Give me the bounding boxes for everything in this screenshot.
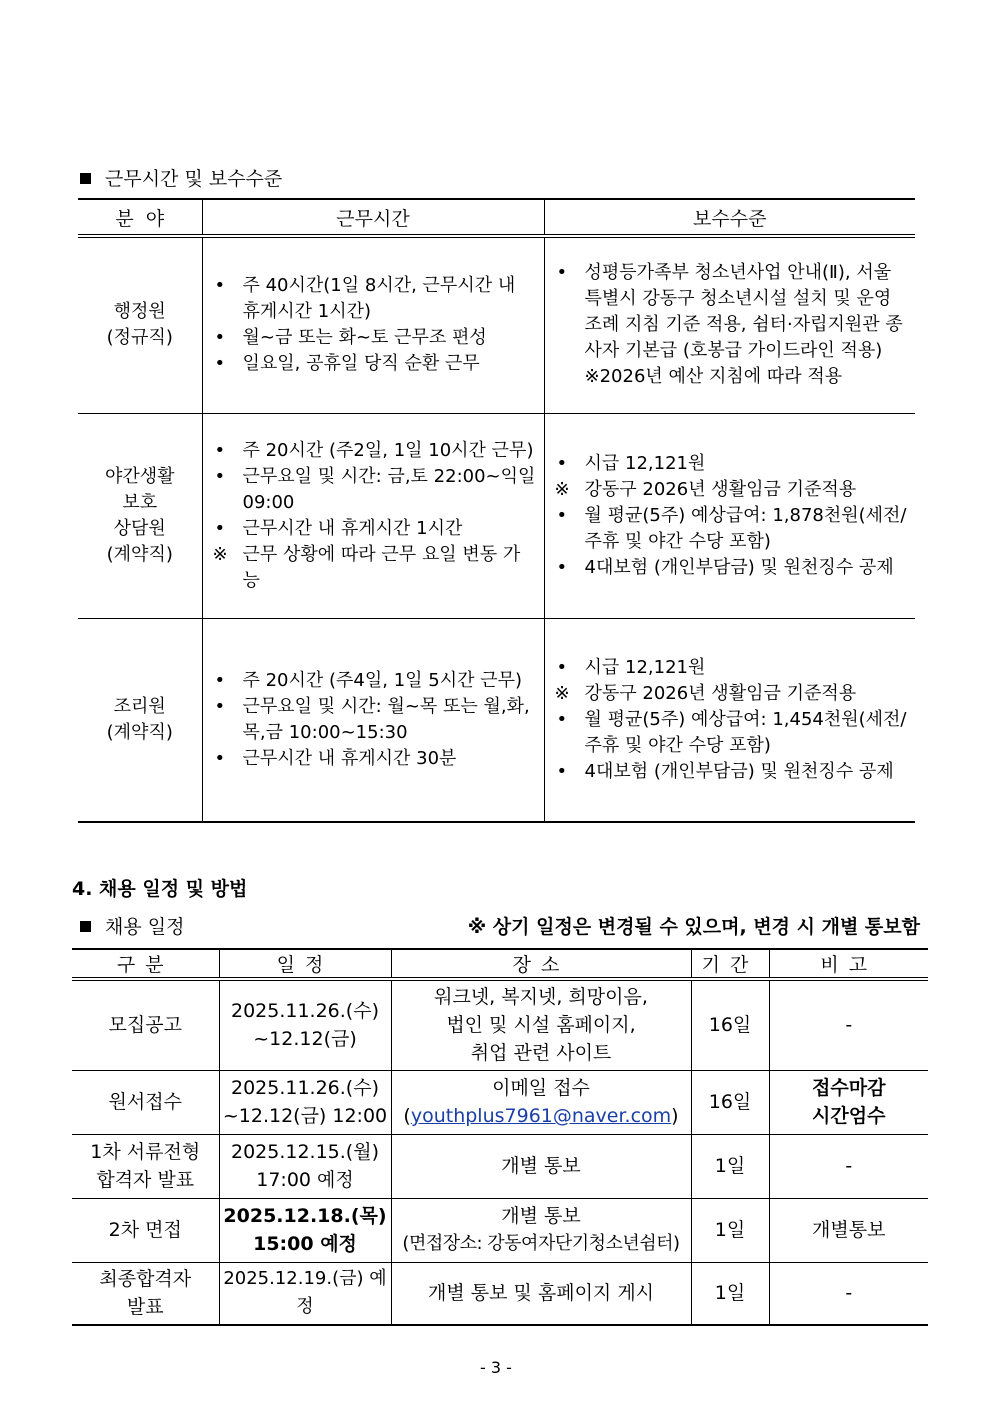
period-cell: 16일 <box>691 979 769 1070</box>
place-cell: 이메일 접수 (youthplus7961@naver.com) <box>391 1070 691 1134</box>
table-row <box>72 1070 928 1134</box>
page-number: - 3 - <box>480 1358 512 1377</box>
category-cell: 조리원 (계약직) <box>78 618 202 822</box>
pay-cell <box>544 236 915 413</box>
hours-cell <box>202 618 544 822</box>
table-row <box>72 1134 928 1198</box>
list-item: • 시급 12,121원 <box>555 655 908 681</box>
table-row <box>72 1198 928 1262</box>
email-link[interactable]: youthplus7961@naver.com <box>410 1105 672 1127</box>
table-header-row <box>72 949 928 979</box>
schedule-table <box>72 948 928 1326</box>
period-cell: 1일 <box>691 1198 769 1262</box>
hours-cell <box>202 236 544 413</box>
stage-cell: 모집공고 <box>72 979 219 1070</box>
section-4-title: 4. 채용 일정 및 방법 <box>72 878 248 900</box>
list-item: • 근무요일 및 시간: 월~목 또는 월,화,목,금 10:00~15:30 <box>213 694 536 746</box>
list-item: • 성평등가족부 청소년사업 안내(Ⅱ), 서울특별시 강동구 청소년시설 설치 및 운영 조례 지침 기준 적용, 쉼터·자립지원관 종사자 기본급 (호봉급 가이드라인 적용) <box>555 260 908 364</box>
list-item: • 월 평균(5주) 예상급여: 1,454천원(세전/주휴 및 야간 수당 포함) <box>555 707 908 759</box>
list-item: ※ 강동구 2026년 생활임금 기준적용 <box>555 681 908 707</box>
list-item: • 주 20시간 (주2일, 1일 10시간 근무) <box>213 438 536 464</box>
category-cell: 야간생활 보호 상담원 (계약직) <box>78 413 202 618</box>
header-category: 분 야 <box>78 199 202 236</box>
square-bullet-icon <box>80 173 91 184</box>
header-period: 기간 <box>691 949 769 979</box>
table-row <box>72 1262 928 1325</box>
date-cell: 2025.11.26.(수) ~12.12(금) 12:00 <box>219 1070 391 1134</box>
list-item: • 주 40시간(1일 8시간, 근무시간 내 휴게시간 1시간) <box>213 273 536 325</box>
date-cell: 2025.12.19.(금) 예정 <box>219 1262 391 1325</box>
list-item: • 근무시간 내 휴게시간 1시간 <box>213 516 536 542</box>
place-cell: 개별 통보 <box>391 1134 691 1198</box>
list-item: • 월~금 또는 화~토 근무조 편성 <box>213 325 536 351</box>
note-cell: 접수마감 시간엄수 <box>769 1070 928 1134</box>
period-cell: 1일 <box>691 1262 769 1325</box>
work-section-heading <box>80 164 282 191</box>
stage-cell: 최종합격자 발표 <box>72 1262 219 1325</box>
list-item: • 근무시간 내 휴게시간 30분 <box>213 746 536 772</box>
list-item: ※2026년 예산 지침에 따라 적용 <box>584 366 843 388</box>
list-item: • 4대보험 (개인부담금) 및 원천징수 공제 <box>555 759 908 785</box>
schedule-label: 채용 일정 <box>105 916 185 938</box>
list-item: • 시급 12,121원 <box>555 451 908 477</box>
stage-cell: 1차 서류전형 합격자 발표 <box>72 1134 219 1198</box>
table-row <box>78 618 915 822</box>
list-item: ※ 근무 상황에 따라 근무 요일 변동 가능 <box>213 542 536 594</box>
header-stage: 구분 <box>72 949 219 979</box>
date-cell: 2025.11.26.(수) ~12.12(금) <box>219 979 391 1070</box>
note-cell: - <box>769 1134 928 1198</box>
table-row <box>72 979 928 1070</box>
list-item: • 월 평균(5주) 예상급여: 1,878천원(세전/주휴 및 야간 수당 포함) <box>555 503 908 555</box>
period-cell: 16일 <box>691 1070 769 1134</box>
list-item: ※ 강동구 2026년 생활임금 기준적용 <box>555 477 908 503</box>
work-hours-pay-table <box>78 198 915 823</box>
header-place: 장소 <box>391 949 691 979</box>
header-date: 일정 <box>219 949 391 979</box>
table-row <box>78 236 915 413</box>
period-cell: 1일 <box>691 1134 769 1198</box>
stage-cell: 2차 면접 <box>72 1198 219 1262</box>
note-cell: 개별통보 <box>769 1198 928 1262</box>
schedule-notice: ※ 상기 일정은 변경될 수 있으며, 변경 시 개별 통보함 <box>467 916 920 938</box>
table-row <box>78 413 915 618</box>
work-section-label: 근무시간 및 보수수준 <box>105 168 283 190</box>
list-item: • 근무요일 및 시간: 금,토 22:00~익일 09:00 <box>213 464 536 516</box>
place-cell: 워크넷, 복지넷, 희망이음, 법인 및 시설 홈페이지, 취업 관련 사이트 <box>391 979 691 1070</box>
list-item: • 4대보험 (개인부담금) 및 원천징수 공제 <box>555 555 908 581</box>
header-note: 비고 <box>769 949 928 979</box>
date-cell: 2025.12.15.(월) 17:00 예정 <box>219 1134 391 1198</box>
note-cell: - <box>769 979 928 1070</box>
schedule-heading <box>80 912 184 939</box>
date-cell: 2025.12.18.(목) 15:00 예정 <box>219 1198 391 1262</box>
category-cell: 행정원 (정규직) <box>78 236 202 413</box>
pay-cell <box>544 413 915 618</box>
pay-cell <box>544 618 915 822</box>
list-item: • 일요일, 공휴일 당직 순환 근무 <box>213 351 536 377</box>
place-cell: 개별 통보 및 홈페이지 게시 <box>391 1262 691 1325</box>
square-bullet-icon <box>80 921 91 932</box>
place-cell: 개별 통보 (면접장소: 강동여자단기청소년쉼터) <box>391 1198 691 1262</box>
hours-cell <box>202 413 544 618</box>
header-hours: 근무시간 <box>202 199 544 236</box>
table-header-row <box>78 199 915 236</box>
header-pay: 보수수준 <box>544 199 915 236</box>
list-item: • 주 20시간 (주4일, 1일 5시간 근무) <box>213 668 536 694</box>
note-cell: - <box>769 1262 928 1325</box>
stage-cell: 원서접수 <box>72 1070 219 1134</box>
